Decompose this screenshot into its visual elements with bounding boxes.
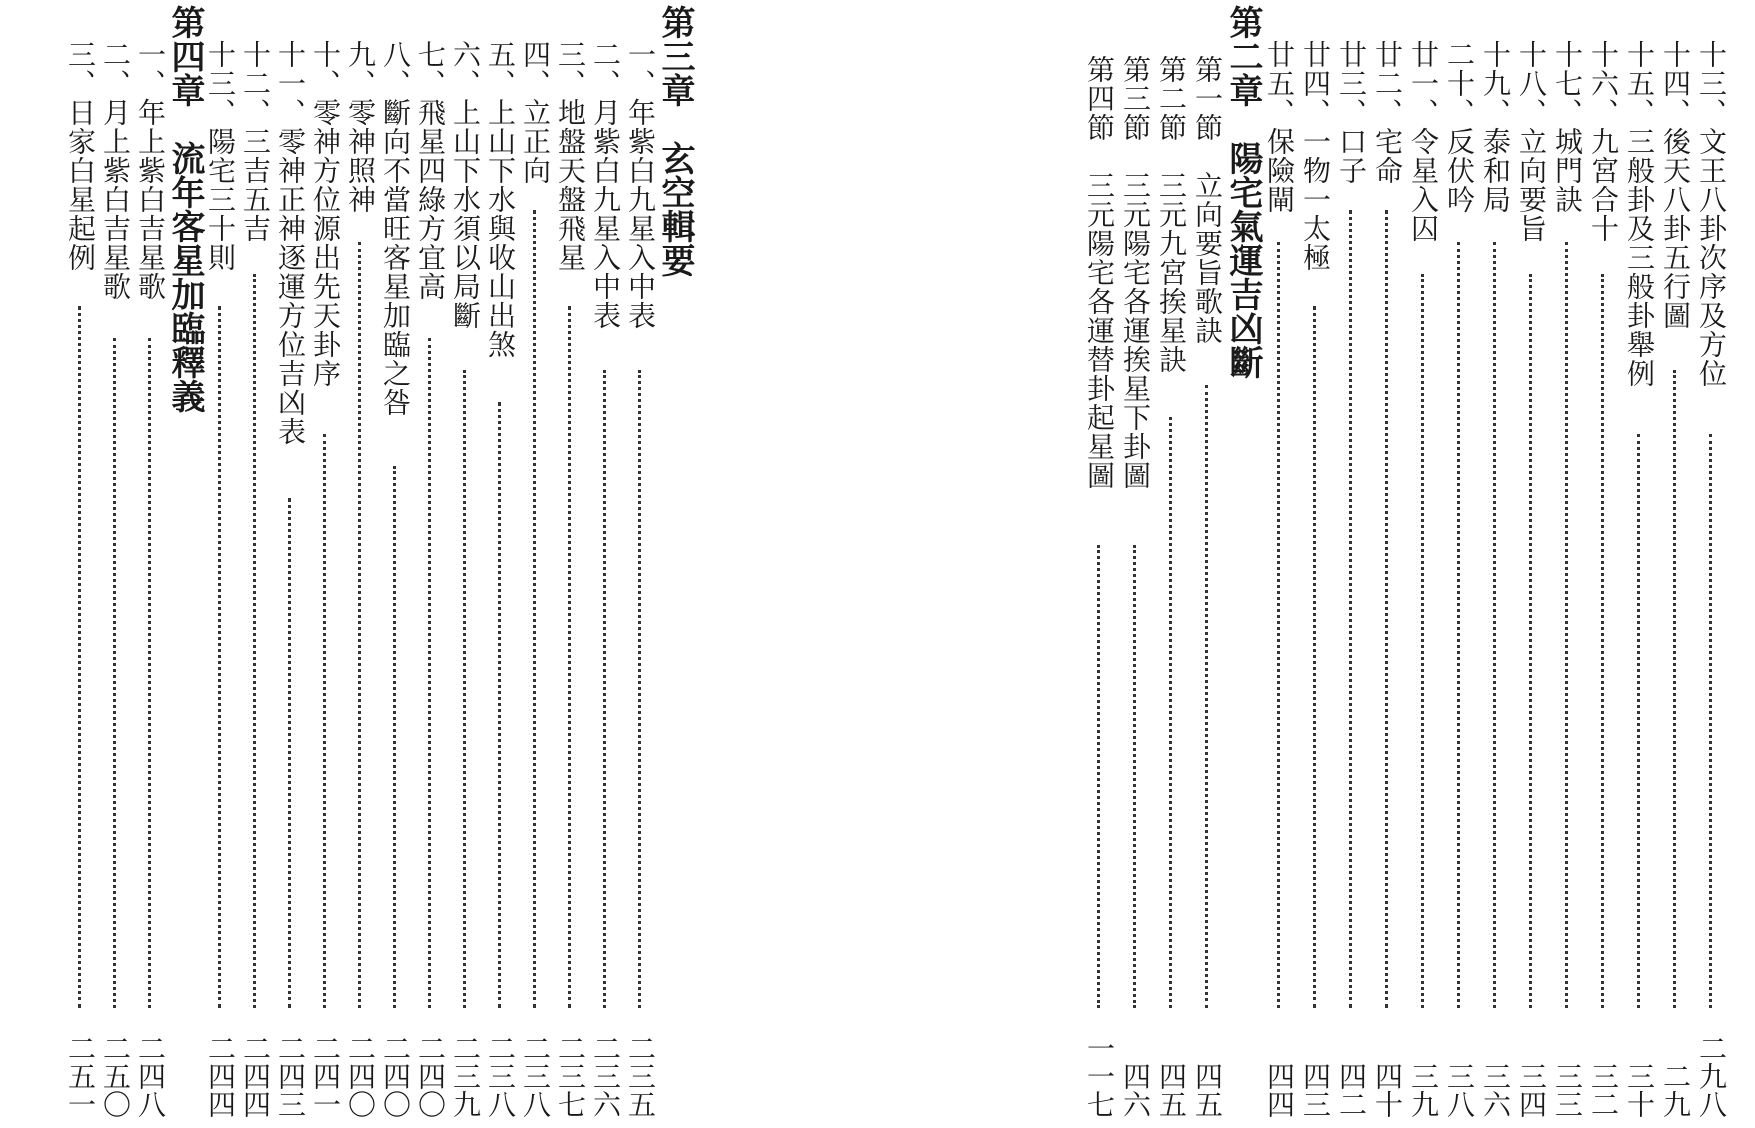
toc-entry [1475, 0, 1515, 1128]
chapter-title: 第四章 流年客星加臨釋義 [165, 5, 205, 413]
page-number: 三八 [1443, 1062, 1476, 1118]
toc-entry [305, 0, 345, 1128]
dot-leader [638, 370, 641, 1008]
dot-leader [323, 434, 326, 1008]
entry-title: 十四、後天八卦五行圖 [1659, 40, 1692, 330]
entry-title: 十九、泰和局 [1479, 40, 1512, 214]
page-number: 四三 [1299, 1062, 1332, 1118]
toc-entry [410, 0, 450, 1128]
dot-leader [288, 498, 291, 1008]
toc-entry [1583, 0, 1623, 1128]
right-page [877, 0, 1755, 1128]
entry-title: 三、地盤天盤飛星 [554, 40, 587, 272]
toc-entry [1259, 0, 1299, 1128]
page-number: 二四一 [309, 1034, 342, 1118]
page-number: 三二 [1587, 1062, 1620, 1118]
dot-leader [1097, 545, 1100, 1008]
toc-entry [1331, 0, 1371, 1128]
dot-leader [1673, 370, 1676, 1008]
toc-entry [235, 0, 275, 1128]
page-number: 二三七 [554, 1034, 587, 1118]
chapter-title: 第二章 陽宅氣運吉凶斷 [1223, 5, 1263, 379]
dot-leader [393, 466, 396, 1008]
chapter-title: 第三章 玄空輯要 [655, 5, 695, 277]
toc-entry [1619, 0, 1659, 1128]
page-number: 二四四 [239, 1034, 272, 1118]
toc-entry [1079, 0, 1119, 1128]
page-number: 三三 [1551, 1062, 1584, 1118]
page-number: 二四〇 [414, 1034, 447, 1118]
page-number: 四四 [1263, 1062, 1296, 1118]
entry-title: 十五、三般卦及三般卦舉例 [1623, 40, 1656, 388]
page-number: 二四〇 [379, 1034, 412, 1118]
chapter-heading [165, 0, 205, 1128]
toc-entry [480, 0, 520, 1128]
dot-leader [428, 338, 431, 1008]
toc-entry [550, 0, 590, 1128]
dot-leader [568, 306, 571, 1008]
page-number: 四五 [1191, 1062, 1224, 1118]
page-number: 二三六 [589, 1034, 622, 1118]
entry-title: 三、日家白星起例 [64, 40, 97, 272]
toc-entry [1115, 0, 1155, 1128]
dot-leader [1565, 242, 1568, 1008]
page-number: 三十 [1623, 1062, 1656, 1118]
toc-entry [270, 0, 310, 1128]
page-number: 一一七 [1083, 1034, 1116, 1118]
dot-leader [253, 274, 256, 1008]
page-number: 二五一 [64, 1034, 97, 1118]
page-number: 四六 [1119, 1062, 1152, 1118]
page-number: 四五 [1155, 1062, 1188, 1118]
chapter-heading [655, 0, 695, 1128]
dot-leader [1385, 210, 1388, 1008]
dot-leader [1601, 274, 1604, 1008]
dot-leader [1637, 434, 1640, 1008]
entry-title: 十七、城門訣 [1551, 40, 1584, 214]
toc-entry [200, 0, 240, 1128]
entry-title: 廿五、保險閘 [1263, 40, 1296, 214]
toc-entry [515, 0, 555, 1128]
entry-title: 第三節 三元陽宅各運挨星下卦圖 [1119, 55, 1152, 490]
toc-entry [445, 0, 485, 1128]
entry-title: 一、年上紫白吉星歌 [134, 40, 167, 301]
dot-leader [463, 370, 466, 1008]
toc-entry [585, 0, 625, 1128]
toc-entry [340, 0, 380, 1128]
toc-entry [1439, 0, 1479, 1128]
dot-leader [113, 338, 116, 1008]
toc-entry [95, 0, 135, 1128]
page-number: 二三八 [519, 1034, 552, 1118]
toc-entry [1655, 0, 1695, 1128]
page-number: 二三五 [624, 1034, 657, 1118]
toc-entry [1403, 0, 1443, 1128]
entry-title: 二十、反伏吟 [1443, 40, 1476, 214]
dot-leader [1529, 274, 1532, 1008]
entry-title: 廿三、口子 [1335, 40, 1368, 185]
page-number: 二四八 [134, 1034, 167, 1118]
page-number: 二五〇 [99, 1034, 132, 1118]
dot-leader [218, 306, 221, 1008]
dot-leader [1205, 385, 1208, 1008]
page-number: 二三八 [484, 1034, 517, 1118]
page-number: 三四 [1515, 1062, 1548, 1118]
toc-entry [1295, 0, 1335, 1128]
entry-title: 廿一、令星入囚 [1407, 40, 1440, 243]
entry-title: 十八、立向要旨 [1515, 40, 1548, 243]
toc-entry [1511, 0, 1551, 1128]
dot-leader [1493, 242, 1496, 1008]
entry-title: 十二、三吉五吉 [239, 40, 272, 243]
entry-title: 十一、零神正神逐運方位吉凶表 [274, 40, 307, 446]
page-number: 三九 [1407, 1062, 1440, 1118]
toc-entry [1691, 0, 1731, 1128]
entry-title: 四、立正向 [519, 40, 552, 185]
toc-entry [620, 0, 660, 1128]
toc-entry [1367, 0, 1407, 1128]
entry-title: 六、上山下水須以局斷 [449, 40, 482, 330]
entry-title: 十三、陽宅三十則 [204, 40, 237, 272]
entry-title: 第二節 三元九宮挨星訣 [1155, 55, 1188, 374]
left-page [0, 0, 877, 1128]
entry-title: 十六、九宮合十 [1587, 40, 1620, 243]
entry-title: 二、月上紫白吉星歌 [99, 40, 132, 301]
entry-title: 五、上山下水與收山出煞 [484, 40, 517, 359]
entry-title: 七、飛星四綠方宜高 [414, 40, 447, 301]
dot-leader [498, 402, 501, 1008]
dot-leader [78, 306, 81, 1008]
dot-leader [1709, 434, 1712, 1008]
toc-entry [1187, 0, 1227, 1128]
dot-leader [1133, 545, 1136, 1008]
entry-title: 廿四、一物一太極 [1299, 40, 1332, 272]
dot-leader [1457, 242, 1460, 1008]
page-number: 三六 [1479, 1062, 1512, 1118]
dot-leader [148, 338, 151, 1008]
page-number: 四二 [1335, 1062, 1368, 1118]
entry-title: 九、零神照神 [344, 40, 377, 214]
page-number: 二三九 [449, 1034, 482, 1118]
dot-leader [603, 370, 606, 1008]
page-number: 二九 [1659, 1062, 1692, 1118]
toc-entry [130, 0, 170, 1128]
toc-entry [1547, 0, 1587, 1128]
dot-leader [1169, 417, 1172, 1008]
dot-leader [1277, 242, 1280, 1008]
dot-leader [358, 242, 361, 1008]
dot-leader [533, 210, 536, 1008]
toc-entry [1151, 0, 1191, 1128]
dot-leader [1421, 274, 1424, 1008]
entry-title: 第四節 三元陽宅各運替卦起星圖 [1083, 55, 1116, 490]
entry-title: 二、月紫白九星入中表 [589, 40, 622, 330]
page-number: 二四〇 [344, 1034, 377, 1118]
page-number: 二四四 [204, 1034, 237, 1118]
page-number: 二四三 [274, 1034, 307, 1118]
dot-leader [1313, 306, 1316, 1008]
toc-entry [375, 0, 415, 1128]
entry-title: 十、零神方位源出先天卦序 [309, 40, 342, 388]
entry-title: 一、年紫白九星入中表 [624, 40, 657, 330]
entry-title: 廿二、宅命 [1371, 40, 1404, 185]
toc-entry [60, 0, 100, 1128]
dot-leader [1349, 210, 1352, 1008]
entry-title: 十三、文王八卦次序及方位 [1695, 40, 1728, 388]
entry-title: 第一節 立向要旨歌訣 [1191, 55, 1224, 345]
entry-title: 八、斷向不當旺客星加臨之咎 [379, 40, 412, 417]
page-number: 四十 [1371, 1062, 1404, 1118]
page-number: 二九八 [1695, 1034, 1728, 1118]
chapter-heading [1223, 0, 1263, 1128]
